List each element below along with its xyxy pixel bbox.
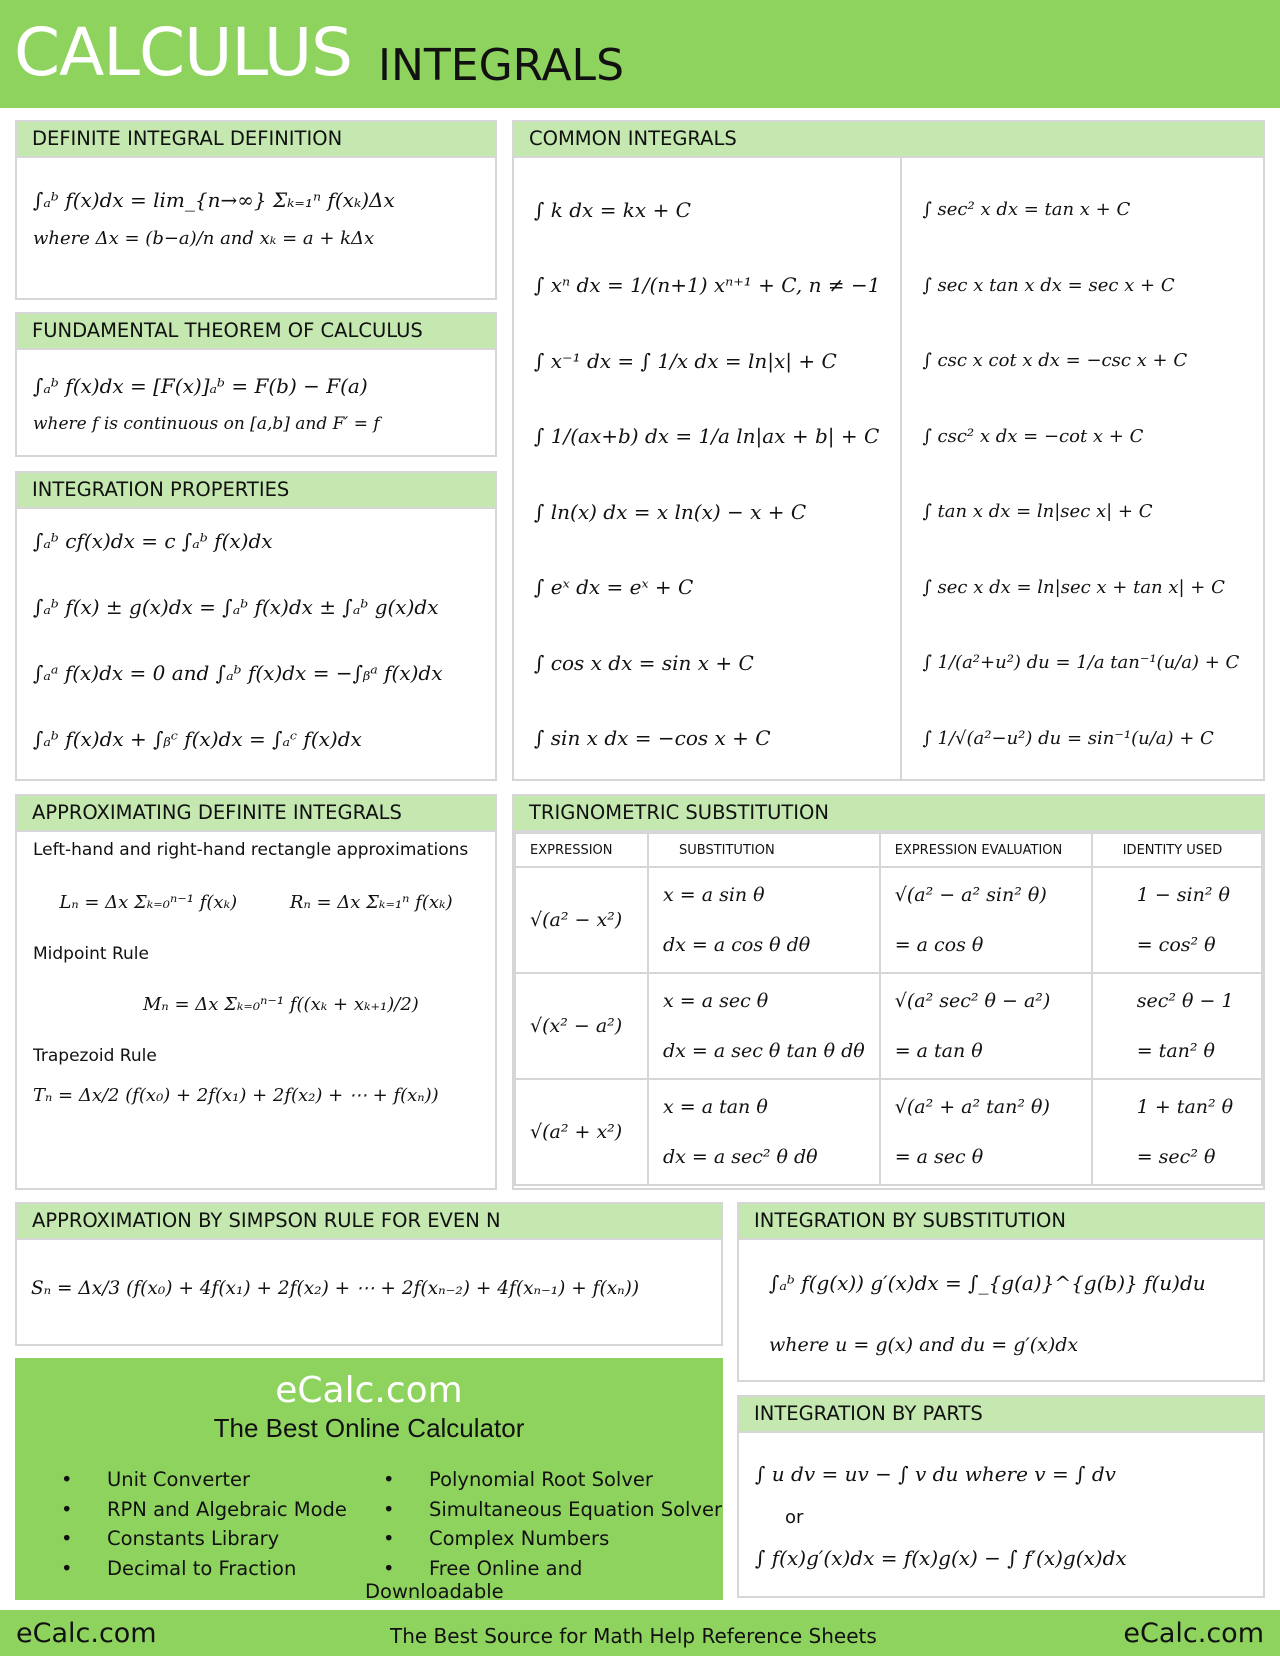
parts-or: or (785, 1507, 804, 1528)
identity-line: sec² θ − 1 (1136, 990, 1234, 1012)
property-formula: ∫ₐᵇ cf(x)dx = c ∫ₐᵇ f(x)dx (33, 529, 273, 553)
footer-tagline: The Best Source for Math Help Reference Sheets (390, 1624, 877, 1648)
evaluation-cell (880, 867, 1092, 973)
evaluation-line: √(a² + a² tan² θ) (894, 1096, 1050, 1118)
simpson-panel (15, 1202, 723, 1346)
integral-formula: ∫ csc² x dx = −cot x + C (922, 425, 1144, 447)
parts-panel (737, 1395, 1265, 1598)
integral-formula: ∫ sec² x dx = tan x + C (922, 199, 1131, 221)
common-integrals-right (900, 158, 1263, 779)
rectangle-label: Left-hand and right-hand rectangle approximations (33, 840, 469, 860)
panel-title: DEFINITE INTEGRAL DEFINITION (17, 122, 495, 158)
integral-formula: ∫ sec x tan x dx = sec x + C (922, 274, 1175, 296)
table-row (515, 867, 1262, 973)
evaluation-line: = a sec θ (894, 1146, 984, 1168)
identity-cell (1092, 867, 1262, 973)
evaluation-line: = a tan θ (894, 1040, 983, 1062)
feature-item: • Polynomial Root Solver (365, 1468, 723, 1498)
substitution-line: dx = a sec θ tan θ dθ (663, 1040, 865, 1062)
integral-formula: ∫ k dx = kx + C (534, 197, 691, 222)
common-integrals-panel (512, 120, 1265, 781)
page-subtitle: INTEGRALS (378, 40, 624, 91)
integral-formula: ∫ sec x dx = ln|sec x + tan x| + C (922, 576, 1225, 598)
trapezoid-formula: Tₙ = Δx/2 (f(x₀) + 2f(x₁) + 2f(x₂) + ⋯ + f(xₙ)) (33, 1085, 439, 1106)
trig-substitution-panel (512, 794, 1265, 1190)
evaluation-cell (880, 973, 1092, 1079)
common-integrals-left (514, 158, 900, 779)
feature-item: • Constants Library (43, 1527, 347, 1557)
trig-table (514, 832, 1263, 1186)
integral-formula: ∫ 1/(a²+u²) du = 1/a tan⁻¹(u/a) + C (922, 652, 1240, 674)
identity-line: = cos² θ (1136, 934, 1216, 956)
substitution-where: where u = g(x) and du = g′(x)dx (769, 1334, 1079, 1356)
substitution-cell (648, 867, 880, 973)
identity-cell (1092, 973, 1262, 1079)
panel-title: APPROXIMATION BY SIMPSON RULE FOR EVEN N (17, 1204, 721, 1240)
identity-cell (1092, 1079, 1262, 1185)
table-row (515, 973, 1262, 1079)
column-header: EXPRESSION EVALUATION (880, 833, 1092, 867)
evaluation-line: = a cos θ (894, 934, 984, 956)
trapezoid-label: Trapezoid Rule (33, 1046, 157, 1066)
panel-title: APPROXIMATING DEFINITE INTEGRALS (17, 796, 495, 832)
footer-brand-left[interactable]: eCalc.com (16, 1618, 157, 1649)
integral-formula: ∫ 1/(ax+b) dx = 1/a ln|ax + b| + C (534, 424, 880, 449)
integral-formula: ∫ eˣ dx = eˣ + C (534, 575, 694, 600)
feature-item: • Complex Numbers (365, 1527, 723, 1557)
formula: ∫ₐᵇ f(x)dx = [F(x)]ₐᵇ = F(b) − F(a) (33, 374, 368, 398)
panel-title: INTEGRATION BY PARTS (739, 1397, 1263, 1433)
ftc-panel (15, 312, 497, 457)
expression-cell (515, 867, 648, 973)
expression-cell (515, 973, 648, 1079)
ad-tagline: The Best Online Calculator (213, 1413, 525, 1443)
expression: √(a² − x²) (530, 909, 623, 931)
integral-formula: ∫ ln(x) dx = x ln(x) − x + C (534, 499, 807, 524)
integral-formula: ∫ sin x dx = −cos x + C (534, 726, 771, 751)
substitution-line: x = a sin θ (663, 884, 765, 906)
right-sum-formula: Rₙ = Δx Σₖ₌₁ⁿ f(xₖ) (289, 891, 453, 913)
ad-brand[interactable]: eCalc.com (275, 1370, 463, 1411)
identity-line: = tan² θ (1136, 1040, 1215, 1062)
midpoint-formula: Mₙ = Δx Σₖ₌₀ⁿ⁻¹ f((xₖ + xₖ₊₁)/2) (143, 994, 419, 1015)
panel-title: INTEGRATION BY SUBSTITUTION (739, 1204, 1263, 1240)
identity-line: = sec² θ (1136, 1146, 1216, 1168)
column-header: SUBSTITUTION (648, 833, 880, 867)
formula-where: where f is continuous on [a,b] and F′ = f (33, 414, 380, 434)
property-formula: ∫ₐᵇ f(x)dx + ∫ᵦᶜ f(x)dx = ∫ₐᶜ f(x)dx (33, 727, 362, 751)
column-header: IDENTITY USED (1092, 833, 1262, 867)
expression-cell (515, 1079, 648, 1185)
formula: ∫ₐᵇ f(x)dx = lim_{n→∞} Σₖ₌₁ⁿ f(xₖ)Δx (33, 188, 395, 212)
feature-list-left (43, 1468, 347, 1586)
left-sum-formula: Lₙ = Δx Σₖ₌₀ⁿ⁻¹ f(xₖ) (59, 891, 238, 913)
footer-brand-right[interactable]: eCalc.com (1123, 1618, 1264, 1649)
substitution-cell (648, 973, 880, 1079)
integral-formula: ∫ 1/√(a²−u²) du = sin⁻¹(u/a) + C (922, 727, 1214, 749)
feature-list-right (365, 1468, 723, 1603)
integral-formula: ∫ xⁿ dx = 1/(n+1) xⁿ⁺¹ + C, n ≠ −1 (534, 273, 881, 298)
properties-panel (15, 471, 497, 781)
panel-title: FUNDAMENTAL THEOREM OF CALCULUS (17, 314, 495, 350)
substitution-line: dx = a sec² θ dθ (663, 1146, 818, 1168)
approximating-panel (15, 794, 497, 1190)
integral-formula: ∫ csc x cot x dx = −csc x + C (922, 350, 1188, 372)
panel-title: INTEGRATION PROPERTIES (17, 473, 495, 509)
evaluation-cell (880, 1079, 1092, 1185)
substitution-line: x = a tan θ (663, 1096, 768, 1118)
substitution-formula: ∫ₐᵇ f(g(x)) g′(x)dx = ∫_{g(a)}^{g(b)} f(u)du (769, 1271, 1206, 1295)
substitution-panel (737, 1202, 1265, 1382)
panel-title: COMMON INTEGRALS (514, 122, 1263, 158)
identity-line: 1 − sin² θ (1136, 884, 1230, 906)
parts-formula-1: ∫ u dv = uv − ∫ v du where v = ∫ dv (755, 1462, 1116, 1486)
page-footer (0, 1610, 1280, 1656)
substitution-line: x = a sec θ (663, 990, 769, 1012)
table-row (515, 1079, 1262, 1185)
feature-item: • Free Online and Downloadable (365, 1557, 723, 1587)
page-header (0, 0, 1280, 108)
page-title: CALCULUS (14, 14, 353, 91)
integral-formula: ∫ cos x dx = sin x + C (534, 650, 754, 675)
midpoint-label: Midpoint Rule (33, 944, 149, 964)
definite-integral-panel (15, 120, 497, 300)
feature-item: • Decimal to Fraction (43, 1557, 347, 1587)
ecalc-ad[interactable] (15, 1358, 723, 1603)
integral-formula: ∫ x⁻¹ dx = ∫ 1/x dx = ln|x| + C (534, 348, 837, 373)
evaluation-line: √(a² sec² θ − a²) (894, 990, 1051, 1012)
formula-where: where Δx = (b−a)/n and xₖ = a + kΔx (33, 228, 375, 249)
evaluation-line: √(a² − a² sin² θ) (894, 884, 1047, 906)
expression: √(a² + x²) (530, 1121, 623, 1143)
property-formula: ∫ₐᵇ f(x) ± g(x)dx = ∫ₐᵇ f(x)dx ± ∫ₐᵇ g(x)dx (33, 595, 439, 619)
column-header: EXPRESSION (515, 833, 648, 867)
feature-item: • Simultaneous Equation Solver (365, 1498, 723, 1528)
integral-formula: ∫ tan x dx = ln|sec x| + C (922, 501, 1153, 523)
property-formula: ∫ₐᵃ f(x)dx = 0 and ∫ₐᵇ f(x)dx = −∫ᵦᵃ f(x)dx (33, 661, 443, 685)
substitution-cell (648, 1079, 880, 1185)
simpson-formula: Sₙ = Δx/3 (f(x₀) + 4f(x₁) + 2f(x₂) + ⋯ + 2f(xₙ₋₂) + 4f(xₙ₋₁) + f(xₙ)) (31, 1278, 640, 1299)
panel-title: TRIGNOMETRIC SUBSTITUTION (514, 796, 1263, 832)
substitution-line: dx = a cos θ dθ (663, 934, 811, 956)
identity-line: 1 + tan² θ (1136, 1096, 1234, 1118)
feature-item: • Unit Converter (43, 1468, 347, 1498)
expression: √(x² − a²) (530, 1015, 623, 1037)
feature-item: • RPN and Algebraic Mode (43, 1498, 347, 1528)
parts-formula-2: ∫ f(x)g′(x)dx = f(x)g(x) − ∫ f′(x)g(x)dx (755, 1546, 1127, 1570)
